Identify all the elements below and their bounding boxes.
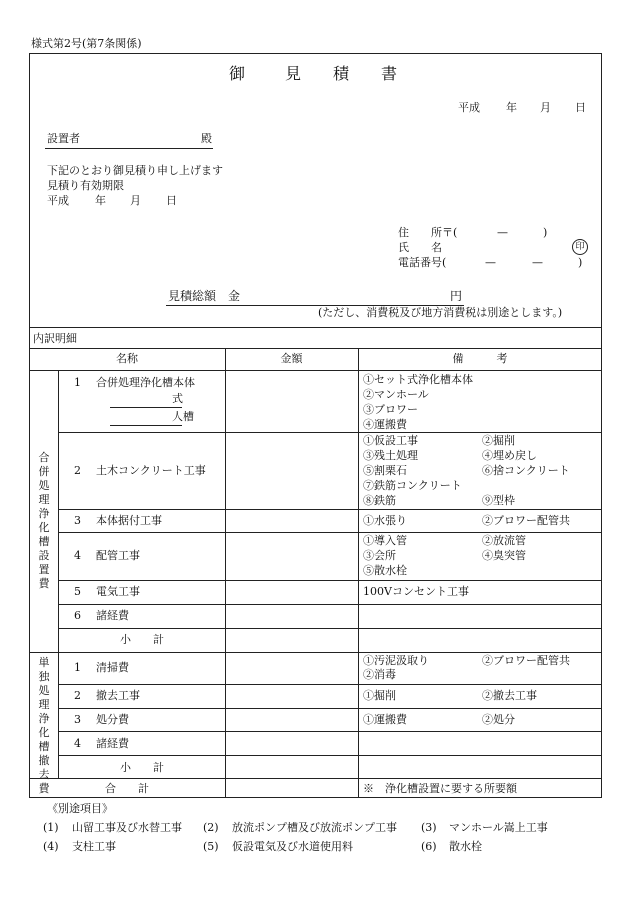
- g1-row2-rl-2: ③残土処理: [363, 449, 418, 462]
- g2-row1-bottom: [58, 684, 602, 685]
- g1-row2-rl-5: ⑧鉄筋: [363, 494, 396, 507]
- extra-heading: 《別途項目》: [47, 802, 113, 815]
- recipient-honorific: 殿: [201, 132, 212, 145]
- g1-row1-sub1: 式: [172, 392, 183, 405]
- g1-subtotal: 小 計: [120, 633, 164, 646]
- g1-row4-rr-2: ④臭突管: [482, 549, 526, 562]
- validity-month: 月: [130, 194, 141, 207]
- g1-row5-remarks: 100Vコンセント工事: [363, 585, 469, 598]
- g1-row1-remark-4: ④運搬費: [363, 418, 407, 431]
- g1-row1-remark-1: ①セット式浄化槽本体: [363, 373, 473, 386]
- extra-item-1-text: 山留工事及び水替工事: [72, 821, 182, 834]
- g1-row1-bottom: [58, 432, 602, 433]
- date-month: 月: [540, 101, 551, 114]
- header-name: 名称: [116, 352, 138, 365]
- g1-row4-name: 配管工事: [96, 549, 140, 562]
- g1-row4-rr-1: ②放流管: [482, 534, 526, 547]
- g2-row3-name: 処分費: [96, 713, 129, 726]
- g1-row4-rl-3: ⑤散水栓: [363, 564, 407, 577]
- address-close: ): [543, 226, 548, 239]
- g1-row1-remark-3: ③ブロワー: [363, 403, 418, 416]
- divider-header-bottom: [29, 370, 602, 371]
- phone-dash-1: —: [485, 256, 496, 269]
- g1-row3-bottom: [58, 532, 602, 533]
- form-number: 様式第2号(第7条関係): [31, 37, 142, 50]
- g1-row6-num: 6: [74, 609, 81, 622]
- g1-row6-bottom: [58, 628, 602, 629]
- g1-row5-num: 5: [74, 585, 81, 598]
- phone-label: 電話番号(: [398, 256, 447, 269]
- seal-mark: 印: [572, 239, 588, 255]
- tax-note: (ただし、消費税及び地方消費税は別途とします。): [318, 306, 563, 319]
- g1-bottom: [29, 652, 602, 653]
- g1-row4-rl-2: ③会所: [363, 549, 396, 562]
- date-era: 平成: [458, 101, 480, 114]
- group1-label: 合併処理浄化槽設置費: [38, 451, 50, 590]
- date-year: 年: [506, 101, 517, 114]
- intro-text: 下記のとおり御見積り申し上げます: [47, 164, 223, 177]
- g2-row3-rr: ②処分: [482, 713, 515, 726]
- g2-bottom: [29, 778, 602, 779]
- g2-row1-rl-2: ②消毒: [363, 668, 396, 681]
- extra-item-3-num: (3): [421, 821, 437, 834]
- group2-label: 単独処理浄化槽撤去費: [38, 656, 50, 795]
- g1-row2-bottom: [58, 509, 602, 510]
- extra-item-4-text: 支柱工事: [72, 840, 116, 853]
- validity-year: 年: [95, 194, 106, 207]
- breakdown-label: 内訳明細: [33, 332, 77, 345]
- extra-item-6-num: (6): [421, 840, 437, 853]
- g2-row2-rr: ②撤去工事: [482, 689, 537, 702]
- total-label: 見積総額 金: [168, 289, 241, 303]
- g1-row2-name: 土木コンクリート工事: [96, 464, 206, 477]
- validity-era: 平成: [47, 194, 69, 207]
- title-char-4: 書: [381, 64, 400, 83]
- validity-label: 見積り有効期限: [47, 179, 124, 192]
- divider-header-top: [29, 348, 602, 349]
- g2-row4-bottom: [58, 755, 602, 756]
- g1-row1-remark-2: ②マンホール: [363, 388, 429, 401]
- header-remarks: 備 考: [452, 352, 508, 365]
- extra-item-5-num: (5): [203, 840, 219, 853]
- extra-item-5-text: 仮設電気及び水道使用料: [232, 840, 353, 853]
- g2-row1-rr: ②ブロワー配管共: [482, 654, 570, 667]
- g1-row2-rl-3: ⑤割栗石: [363, 464, 407, 477]
- grand-total-remarks: ※ 浄化槽設置に要する所要額: [363, 782, 517, 795]
- g2-row4-name: 諸経費: [96, 737, 129, 750]
- g1-row5-bottom: [58, 604, 602, 605]
- g1-row4-bottom: [58, 580, 602, 581]
- g1-row2-rl-1: ①仮設工事: [363, 434, 418, 447]
- g1-row1-sub1-line: [110, 407, 182, 408]
- g1-row2-rr-3: ⑥捨コンクリート: [482, 464, 570, 477]
- g1-row3-name: 本体据付工事: [96, 514, 162, 527]
- g2-row2-rl: ①掘削: [363, 689, 396, 702]
- phone-close: ): [578, 256, 583, 269]
- recipient-underline: [45, 148, 213, 149]
- recipient-label: 設置者: [47, 132, 80, 145]
- title-char-2: 見: [285, 64, 304, 83]
- date-day: 日: [575, 101, 586, 114]
- g1-row5-name: 電気工事: [96, 585, 140, 598]
- g2-row1-name: 清掃費: [96, 661, 129, 674]
- address-dash: —: [497, 226, 508, 239]
- g1-row1-sub2-line: [110, 425, 182, 426]
- name-label: 氏 名: [398, 241, 442, 254]
- divider-breakdown: [29, 327, 602, 328]
- extra-item-1-num: (1): [43, 821, 59, 834]
- g1-row1-num: 1: [74, 376, 81, 389]
- title-char-1: 御: [229, 64, 248, 83]
- g2-subtotal: 小 計: [120, 761, 164, 774]
- total-unit: 円: [450, 289, 463, 303]
- extra-item-2-text: 放流ポンプ槽及び放流ポンプ工事: [232, 821, 397, 834]
- g2-row2-name: 撤去工事: [96, 689, 140, 702]
- phone-dash-2: —: [532, 256, 543, 269]
- address-label: 住 所〒(: [398, 226, 458, 239]
- g1-row1-sub2: 人槽: [172, 410, 194, 423]
- g2-row2-num: 2: [74, 689, 81, 702]
- g1-row3-rr: ②ブロワー配管共: [482, 514, 570, 527]
- g2-row1-rl-1: ①汚泥汲取り: [363, 654, 429, 667]
- header-amount: 金額: [280, 352, 303, 365]
- g2-row1-num: 1: [74, 661, 81, 674]
- g1-row2-rr-5: ⑨型枠: [482, 494, 515, 507]
- grand-total-label: 合 計: [105, 782, 149, 795]
- g2-row3-num: 3: [74, 713, 81, 726]
- g1-row4-rl-1: ①導入管: [363, 534, 407, 547]
- g1-row2-rr-1: ②掘削: [482, 434, 515, 447]
- extra-item-2-num: (2): [203, 821, 219, 834]
- g1-row2-num: 2: [74, 464, 81, 477]
- extra-item-3-text: マンホール嵩上工事: [449, 821, 548, 834]
- g1-row2-rl-4: ⑦鉄筋コンクリート: [363, 479, 462, 492]
- g1-row3-rl: ①水張り: [363, 514, 407, 527]
- title-char-3: 積: [333, 64, 352, 83]
- g2-row3-bottom: [58, 731, 602, 732]
- g2-row4-num: 4: [74, 737, 81, 750]
- g1-row4-num: 4: [74, 549, 81, 562]
- extra-item-4-num: (4): [43, 840, 59, 853]
- validity-day: 日: [166, 194, 177, 207]
- g2-row2-bottom: [58, 708, 602, 709]
- g1-row1-name: 合併処理浄化槽本体: [96, 376, 195, 389]
- g1-row6-name: 諸経費: [96, 609, 129, 622]
- g2-row3-rl: ①運搬費: [363, 713, 407, 726]
- extra-item-6-text: 散水栓: [449, 840, 482, 853]
- g1-row2-rr-2: ④埋め戻し: [482, 449, 537, 462]
- g1-row3-num: 3: [74, 514, 81, 527]
